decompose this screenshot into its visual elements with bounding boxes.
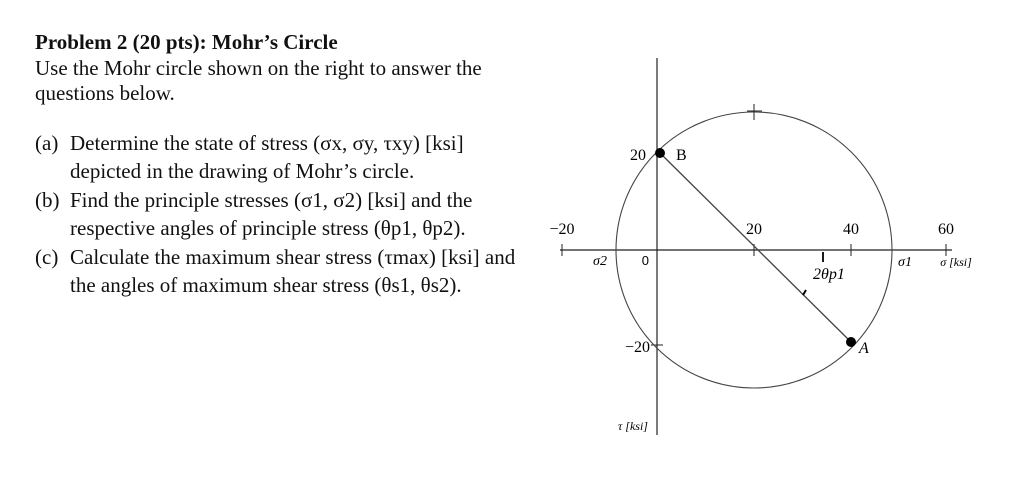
question-b-label: (b) [35,188,60,212]
problem-intro: Use the Mohr circle shown on the right to answer the questions below. [35,56,482,105]
sigma2-label: σ2 [593,254,607,269]
x-tick-label: 20 [746,221,762,238]
question-a-line2: depicted in the drawing of Mohr’s circle. [70,159,415,183]
question-b-line2: respective angles of principle stress (θp1, θp2). [70,216,466,240]
x-axis-label: σ [ksi] [940,255,972,269]
sigma1-label: σ1 [898,255,912,270]
diameter-line [660,153,851,342]
x-tick-label: 60 [938,221,954,238]
point-a-label: A [859,340,869,357]
point-a [846,337,856,347]
question-c-label: (c) [35,245,59,269]
point-b [655,148,665,158]
question-c-line1: Calculate the maximum shear stress (τmax) [ksi] and [70,245,516,269]
problem-title: Problem 2 (20 pts): Mohr’s Circle [35,30,338,54]
y-tick-label: −20 [624,339,650,356]
x-tick-label: 40 [843,221,859,238]
question-c-line2: the angles of maximum shear stress (θs1, θs2). [70,273,462,297]
angle-label: 2θp1 [813,266,845,283]
point-b-label: B [676,147,687,164]
question-b-line1: Find the principle stresses (σ1, σ2) [ksi] and the [70,188,473,212]
x-tick-label: −20 [549,221,575,238]
y-tick-label: 20 [630,147,646,164]
question-a-line1: Determine the state of stress (σx, σy, τxy) [ksi] [70,131,464,155]
question-a-label: (a) [35,131,59,155]
y-tick-label: 0 [641,253,649,268]
angle-arrow [803,290,806,295]
y-axis-label: τ [ksi] [618,419,648,433]
